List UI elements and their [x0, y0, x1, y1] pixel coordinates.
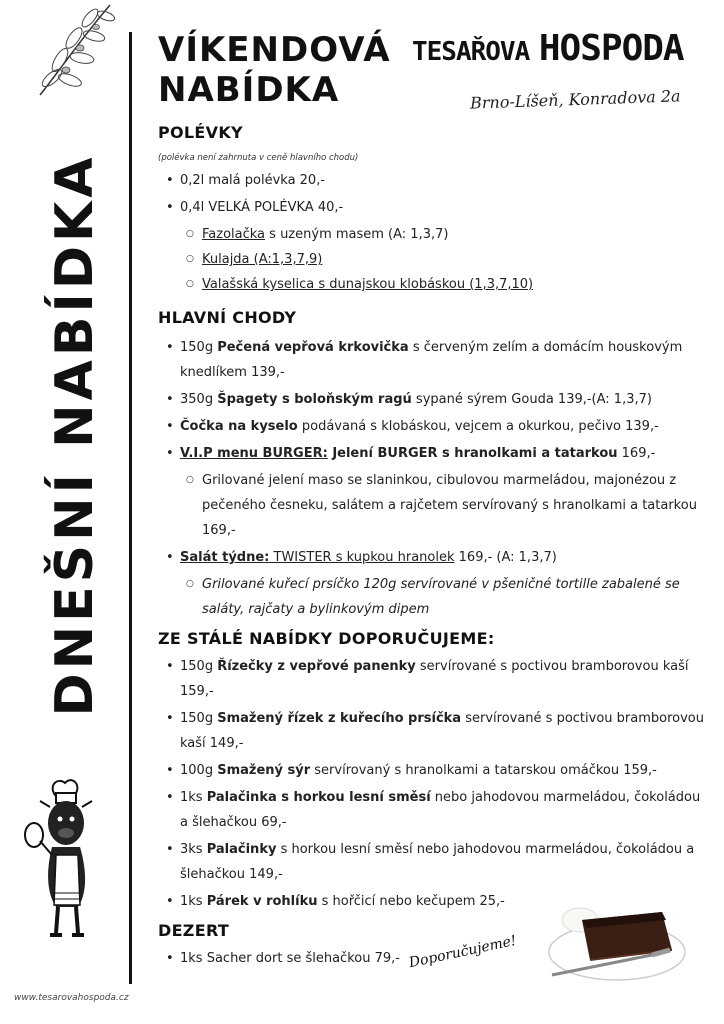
mains-list [158, 335, 706, 622]
list-item: • 100g Smažený sýr servírovaný s hranolkami a tatarskou omáčkou 159,- [158, 758, 706, 783]
mains-heading: HLAVNÍ CHODY [158, 308, 297, 327]
list-item: • 1ks Palačinka s horkou lesní směsí nebo jahodovou marmeládou, čokoládou a šlehačkou 69,- [158, 785, 706, 835]
website-url: www.tesarovahospoda.cz [14, 993, 129, 1003]
side-title-text: DNEŠNÍ NABÍDKA [45, 153, 105, 717]
recommend-handwritten: Doporučujeme! [407, 932, 518, 972]
list-item: • V.I.P menu BURGER: Jelení BURGER s hranolkami a tatarkou 169,- [158, 441, 706, 466]
restaurant-logo [412, 28, 684, 69]
brand-part2: HOSPODA [538, 28, 684, 69]
list-subitem: ○ Grilované jelení maso se slaninkou, cibulovou marmeládou, majonézou z pečeného česneku, salátem a rajčetem servírovaný s hranolkami a tatarkou 169,- [158, 468, 706, 543]
list-item: • 1ks Párek v rohlíku s hořčicí nebo kečupem 25,- [158, 889, 706, 914]
soup-variety: ○ Fazolačka s uzeným masem (A: 1,3,7) [158, 222, 706, 247]
soups-list [158, 168, 706, 297]
soups-note: (polévka není zahrnuta v ceně hlavního chodu) [158, 153, 359, 163]
list-item: • 150g Pečená vepřová krkovička s červeným zelím a domácím houskovým knedlíkem 139,- [158, 335, 706, 385]
list-item: • 0,2l malá polévka 20,- [158, 168, 706, 193]
list-item: • Čočka na kyselo podávaná s klobáskou, vejcem a okurkou, pečivo 139,- [158, 414, 706, 439]
side-title [40, 115, 110, 755]
weekend-offer-title: VÍKENDOVÁ NABÍDKA [158, 30, 391, 110]
list-item: • 150g Řízečky z vepřové panenky servírované s poctivou bramborovou kaší 159,- [158, 654, 706, 704]
olive-branch-illustration [30, 0, 120, 100]
sacher-cake-illustration [542, 890, 692, 990]
standard-heading: ZE STÁLÉ NABÍDKY DOPORUČUJEME: [158, 629, 495, 648]
chef-bull-illustration [20, 775, 110, 945]
list-item: • 350g Špagety s boloňským ragú sypané sýrem Gouda 139,-(A: 1,3,7) [158, 387, 706, 412]
list-subitem: ○ Grilované kuřecí prsíčko 120g servírované v pšeničné tortille zabalené se saláty, rajčaty a bylinkovým dipem [158, 572, 706, 622]
address: Brno-Líšeň, Konradova 2a [469, 86, 681, 113]
dessert-heading: DEZERT [158, 921, 230, 940]
brand-part1: TESAŘOVA [412, 37, 530, 67]
soup-variety: ○ Valašská kyselica s dunajskou klobáskou (1,3,7,10) [158, 272, 706, 297]
list-item: • Salát týdne: TWISTER s kupkou hranolek 169,- (A: 1,3,7) [158, 545, 706, 570]
list-item: • 150g Smažený řízek z kuřecího prsíčka servírované s poctivou bramborovou kaší 149,- [158, 706, 706, 756]
soup-variety: ○ Kulajda (A:1,3,7,9) [158, 247, 706, 272]
vertical-divider [129, 32, 132, 984]
menu-content [158, 120, 706, 973]
list-item: • 3ks Palačinky s horkou lesní směsí nebo jahodovou marmeládou, čokoládou a šlehačkou 149,- [158, 837, 706, 887]
list-item: • 0,4l VELKÁ POLÉVKA 40,- [158, 195, 706, 220]
list-item: • 1ks Sacher dort se šlehačkou 79,- [158, 946, 706, 971]
standard-list [158, 654, 706, 914]
soups-heading: POLÉVKY [158, 123, 243, 142]
